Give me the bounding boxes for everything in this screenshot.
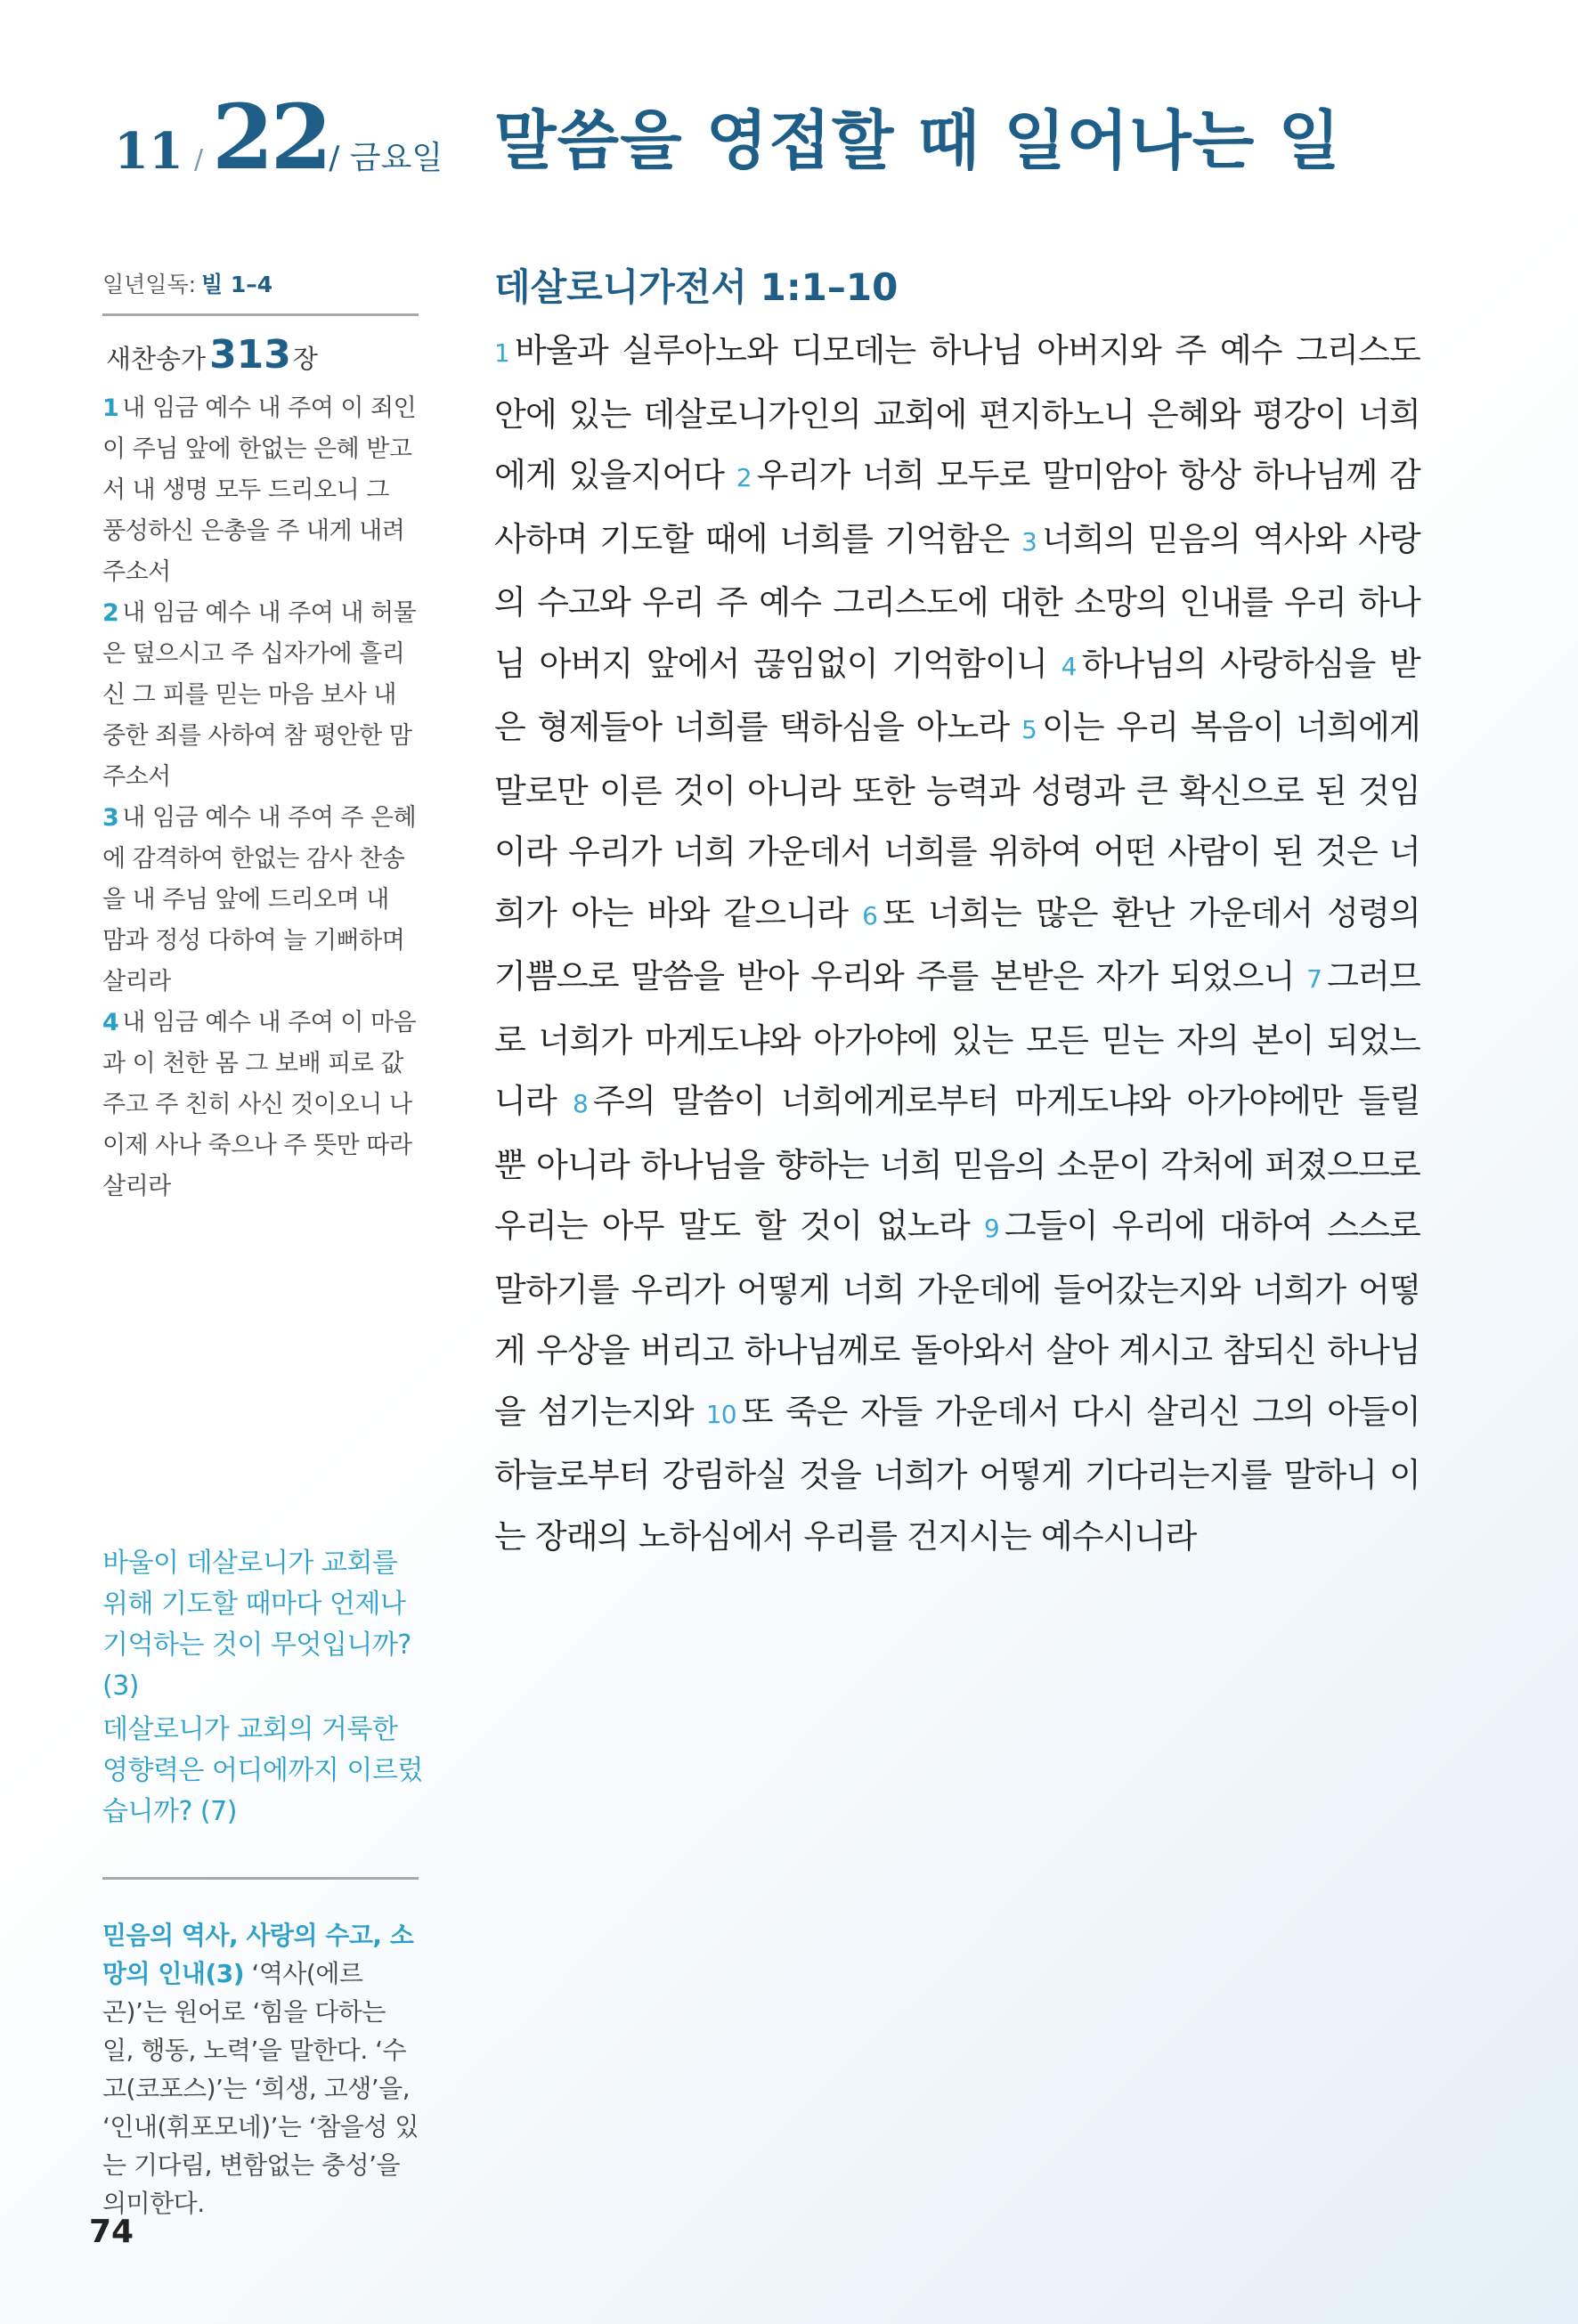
verse-text: 주의 말씀이 너희에게로부터 마게도냐와 아가야에만 들릴 뿐 아니라 하나님을 향하는 너희 믿음의 소문이 각처에 퍼졌으므로 우리는 아무 말도 할 것이 없노라 — [494, 1082, 1420, 1245]
verse-text: 너희의 믿음의 역사와 사랑의 수고와 우리 주 예수 그리스도에 대한 소망의 인내를 우리 하나님 아버지 앞에서 끊임없이 기억함이니 — [494, 519, 1420, 683]
reading-plan-label: 일년일독: — [102, 272, 197, 297]
verse-number: 10 — [705, 1399, 736, 1429]
question-2: 데살로니가 교회의 거룩한 영향력은 어디에까지 이르렀습니까? (7) — [102, 1714, 423, 1827]
verse-number: 3 — [1021, 526, 1037, 557]
hymn-number: 313 — [209, 332, 291, 378]
hymn-verse — [102, 593, 419, 798]
hymn-verse — [102, 798, 419, 1003]
verse-number: 8 — [572, 1089, 588, 1118]
verse-text: 하나님의 사랑하심을 받은 형제들아 너희를 택하심을 아노라 — [494, 644, 1420, 746]
reading-plan — [102, 267, 419, 316]
weekday: / 금요일 — [329, 140, 443, 176]
word-note — [102, 1916, 423, 2222]
verse-number: 7 — [1306, 964, 1322, 994]
date-slash: / — [193, 144, 204, 175]
verse-number: 9 — [983, 1214, 999, 1243]
hymn-verse-text: 내 임금 예수 내 주여 이 마음과 이 천한 몸 그 보배 피로 값 주고 주 친히 사신 것이오니 나 이제 사나 죽으나 주 뜻만 따라 살리라 — [102, 1009, 417, 1200]
hymn-heading — [102, 332, 419, 378]
verse-text: 또 너희는 많은 환난 가운데서 성령의 기쁨으로 말씀을 받아 우리와 주를 본받은 자가 되었으니 — [494, 893, 1420, 995]
verse-number: 4 — [1061, 651, 1077, 681]
hymn-suffix: 장 — [292, 344, 318, 374]
hymn-verse-number: 4 — [102, 1009, 119, 1036]
hymn-verse-text: 내 임금 예수 내 주여 내 허물은 덮으시고 주 십자가에 흘리신 그 피를 믿는 마음 보사 내 중한 죄를 사하여 참 평안한 맘 주소서 — [102, 599, 417, 791]
note-term: 믿음의 역사, 사랑의 수고, 소망의 인내(3) — [102, 1921, 414, 1988]
date-header — [114, 85, 443, 190]
hymn-verse-number: 1 — [102, 394, 119, 422]
sidebar — [102, 267, 419, 1207]
sidebar-divider — [102, 1877, 419, 1880]
scripture-text — [494, 321, 1420, 1567]
hymn-verse-number: 3 — [102, 804, 119, 832]
question-1: 바울이 데살로니가 교회를 위해 기도할 때마다 언제나 기억하는 것이 무엇입니까? (3) — [102, 1548, 411, 1702]
hymn-verse — [102, 388, 419, 593]
page-title: 말씀을 영접할 때 일어나는 일 — [494, 102, 1341, 178]
verse-number: 6 — [862, 900, 878, 930]
hymn-verse-number: 2 — [102, 599, 119, 627]
day: 22 — [212, 85, 329, 190]
verse-text: 바울과 실루아노와 디모데는 하나님 아버지와 주 예수 그리스도 안에 있는 데살로니가인의 교회에 편지하노니 은혜와 평강이 너희에게 있을지어다 — [494, 331, 1420, 494]
reading-plan-value: 빌 1–4 — [201, 272, 273, 297]
note-body: ‘역사(에르곤)’는 원어로 ‘힘을 다하는 일, 행동, 노력’을 말한다. ‘수고(코포스)’는 ‘희생, 고생’을, ‘인내(휘포모네)’는 ‘참을성 있는 기다림, 변함없는 충성’을 의미한다. — [102, 1959, 419, 2218]
hymn-verse-text: 내 임금 예수 내 주여 주 은혜에 감격하여 한없는 감사 찬송을 내 주님 앞에 드리오며 내 맘과 정성 다하여 늘 기뻐하며 살리라 — [102, 804, 417, 995]
page-number: 74 — [89, 2214, 134, 2250]
verse-text: 우리가 너희 모두로 말미암아 항상 하나님께 감사하며 기도할 때에 너희를 기억함은 — [494, 456, 1420, 558]
month: 11 — [114, 122, 183, 181]
hymn-verse-text: 내 임금 예수 내 주여 이 죄인이 주님 앞에 한없는 은혜 받고서 내 생명 모두 드리오니 그 풍성하신 은총을 주 내게 내려 주소서 — [102, 394, 417, 586]
hymn-lyrics — [102, 388, 419, 1207]
verse-text: 그들이 우리에 대하여 스스로 말하기를 우리가 어떻게 너희 가운데에 들어갔는지와 너희가 어떻게 우상을 버리고 하나님께로 돌아와서 살아 계시고 참되신 하나님을 섬기는지와 — [494, 1207, 1420, 1431]
verse-number: 2 — [736, 463, 752, 492]
verse-text: 그러므로 너희가 마게도냐와 아가야에 있는 모든 믿는 자의 본이 되었느니라 — [494, 957, 1420, 1120]
scripture-reference: 데살로니가전서 1:1–10 — [494, 265, 899, 309]
hymn-prefix: 새찬송가 — [106, 344, 207, 374]
verse-number: 5 — [1021, 715, 1037, 744]
verse-text: 이는 우리 복음이 너희에게 말로만 이른 것이 아니라 또한 능력과 성령과 큰 확신으로 된 것임이라 우리가 너희 가운데서 너희를 위하여 어떤 사람이 된 것은 너희가 아는 바와 같으니라 — [494, 708, 1420, 932]
verse-text: 또 죽은 자들 가운데서 다시 살리신 그의 아들이 하늘로부터 강림하실 것을 너희가 어떻게 기다리는지를 말하니 이는 장래의 노하심에서 우리를 건지시는 예수시니라 — [494, 1392, 1420, 1556]
verse-number: 1 — [494, 338, 510, 368]
hymn-verse — [102, 1003, 419, 1207]
